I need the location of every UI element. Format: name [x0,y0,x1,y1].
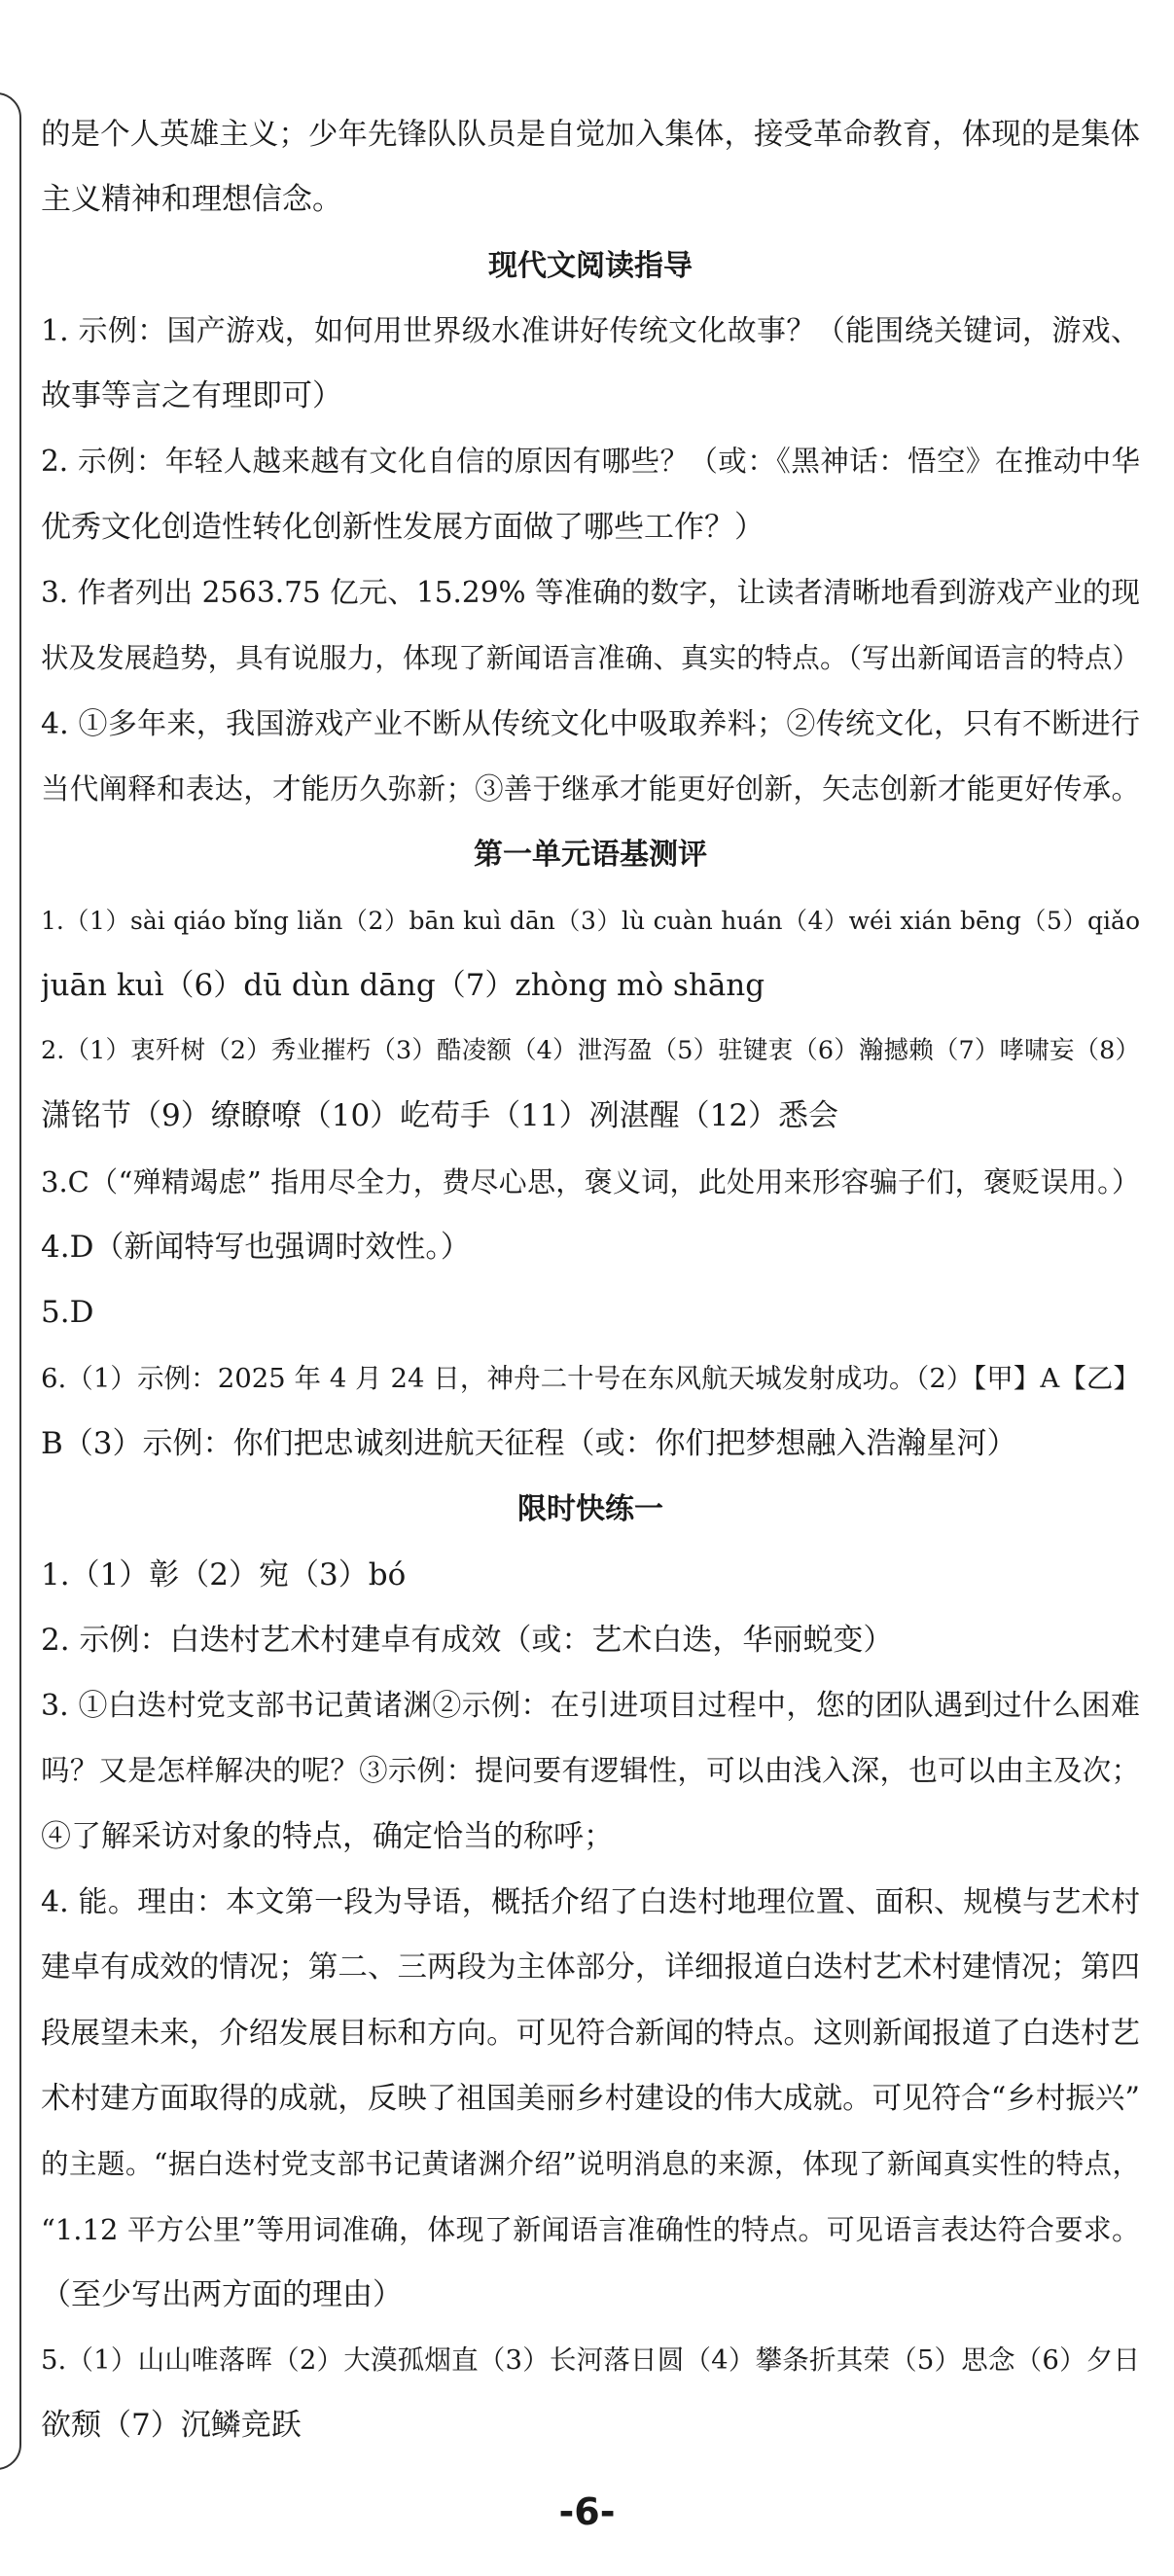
content-line: 故事等言之有理即可） [41,378,342,414]
content-line: “1.12 平方公里”等用词准确，体现了新闻语言准确性的特点。可见语言表达符合要求。 [41,2212,1140,2246]
content-line: 优秀文化创造性转化创新性发展方面做了哪些工作？） [41,509,765,545]
content-line: （至少写出两方面的理由） [41,2276,403,2312]
content-line: 主义精神和理想信念。 [41,182,342,218]
content-line: 2. 示例：年轻人越来越有文化自信的原因有哪些？（或：《黑神话：悟空》在推动中华 [41,445,1140,479]
content-line: 1.（1）彰（2）宛（3）bó [41,1556,407,1592]
content-line: B（3）示例：你们把忠诚刻进航天征程（或：你们把梦想融入浩瀚星河） [41,1425,1017,1461]
content-line: 段展望未来，介绍发展目标和方向。可见符合新闻的特点。这则新闻报道了白迭村艺 [41,2016,1140,2051]
content-line: 的是个人英雄主义；少年先锋队队员是自觉加入集体，接受革命教育，体现的是集体 [41,118,1140,152]
content-line: ④了解采访对象的特点，确定恰当的称呼； [41,1818,614,1854]
section-heading: 限时快练一 [517,1492,663,1527]
content-line: 3.C（“殚精竭虑” 指用尽全力，费尽心思，褒义词，此处用来形容骗子们，褒贬误用。） [41,1164,1140,1199]
content-line: 6.（1）示例：2025 年 4 月 24 日，神舟二十号在东风航天城发射成功。（2）【甲】A【乙】 [41,1362,1140,1394]
content-line: 的主题。“据白迭村党支部书记黄诸渊介绍”说明消息的来源，体现了新闻真实性的特点， [41,2148,1140,2181]
section-heading: 第一单元语基测评 [474,838,707,873]
content-line: 5.（1）山山唯落晖（2）大漠孤烟直（3）长河落日圆（4）攀条折其荣（5）思念（6）夕日 [41,2344,1140,2377]
content-line: juān kuì（6）dū dùn dāng（7）zhòng mò shāng [41,967,765,1003]
page-number: -6- [558,2490,616,2533]
content-line: 4. 能。理由：本文第一段为导语，概括介绍了白迭村地理位置、面积、规模与艺术村 [41,1885,1140,1920]
content-line: 3. 作者列出 2563.75 亿元、15.29% 等准确的数字，让读者清晰地看到游戏产业的现 [41,576,1140,610]
section-heading: 现代文阅读指导 [488,248,693,283]
content-line: 4.D（新闻特写也强调时效性。） [41,1230,471,1266]
content-line: 术村建方面取得的成就，反映了祖国美丽乡村建设的伟大成就。可见符合“乡村振兴” [41,2081,1140,2116]
content-line: 吗？又是怎样解决的呢？③示例：提问要有逻辑性，可以由浅入深，也可以由主及次； [41,1754,1140,1788]
content-line: 欲颓（7）沉鳞竞跃 [41,2408,302,2444]
margin-bracket [0,92,21,2470]
content-line: 4. ①多年来，我国游戏产业不断从传统文化中吸取养料；②传统文化，只有不断进行 [41,706,1140,741]
content-line: 2. 示例：白迭村艺术村建卓有成效（或：艺术白迭，华丽蜕变） [41,1622,894,1658]
content-line: 当代阐释和表达，才能历久弥新；③善于继承才能更好创新，矢志创新才能更好传承。 [41,771,1140,805]
content-line: 潇铭节（9）缭瞭嘹（10）屹苟手（11）冽湛醒（12）悉会 [41,1098,839,1134]
content-line: 1.（1）sài qiáo bǐng liǎn（2）bān kuì dān（3）lù cuàn huán（4）wéi xián bēng（5）qiǎo [41,906,1140,935]
content-line: 3. ①白迭村党支部书记黄诸渊②示例：在引进项目过程中，您的团队遇到过什么困难 [41,1689,1140,1724]
content-line: 2.（1）衷歼树（2）秀业摧朽（3）酷凌额（4）泄泻盈（5）驻键衷（6）瀚撼赖（7）哮啸妄（8） [41,1036,1140,1066]
content-line: 1. 示例：国产游戏，如何用世界级水准讲好传统文化故事？（能围绕关键词，游戏、 [41,313,1140,348]
answer-page [41,102,1140,2459]
content-line: 5.D [41,1295,94,1331]
content-line: 建卓有成效的情况；第二、三两段为主体部分，详细报道白迭村艺术村建情况；第四 [41,1950,1140,1986]
content-line: 状及发展趋势，具有说服力，体现了新闻语言准确、真实的特点。（写出新闻语言的特点） [41,642,1140,675]
